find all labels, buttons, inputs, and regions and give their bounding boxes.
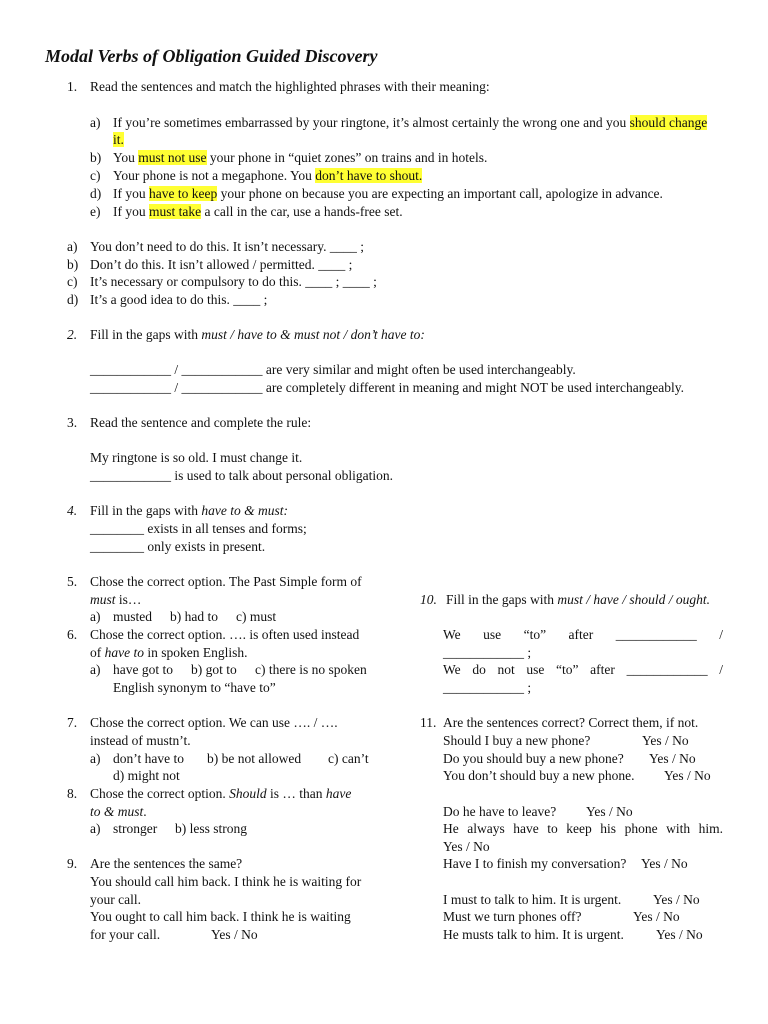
q1-sentence-c-highlight: don’t have to shout. [315,168,423,183]
meaning-a-label: a) [67,239,78,254]
q1-instruction: Read the sentences and match the highlighted phrases with their meaning: [90,79,490,94]
q11-item-4: Do he have to leave? [443,804,557,819]
meaning-b: Don’t do this. It isn’t allowed / permitted. ____ ; [90,257,353,272]
q1-sentence-d-pre: If you [113,186,149,201]
meaning-a: You don’t need to do this. It isn’t necessary. ____ ; [90,239,364,254]
q6-number: 6. [67,627,78,642]
q6-line1: Chose the correct option. …. is often used instead [90,627,360,642]
page-title: Modal Verbs of Obligation Guided Discovery [45,46,378,66]
q11-item-4-yes-no: Yes / No [586,804,633,819]
q8-italic-have: have [325,786,352,801]
q11-item-9: He musts talk to him. It is urgent. [443,927,624,942]
q10-line2-cont: ____________ ; [443,680,532,695]
q2-instruction-pre: Fill in the gaps with [90,327,202,342]
q6-option-c-cont: English synonym to “have to” [113,680,276,695]
q9-line1: Are the sentences the same? [90,856,243,871]
q7-line2: instead of mustn’t. [90,733,191,748]
q5-option-a: musted [113,609,152,624]
q6-option-a: have got to [113,662,173,677]
q11-item-7-yes-no: Yes / No [653,892,700,907]
q6-line2 [90,645,248,661]
q11-item-1-yes-no: Yes / No [642,733,689,748]
q5-line2-rest: is… [115,592,142,607]
q1-sentence-c [113,168,422,184]
q9-line4: You ought to call him back. I think he is waiting [90,909,351,924]
q10-line1: We use “to” after ____________ / [443,627,723,642]
q2-instruction [90,327,425,343]
q11-item-7: I must to talk to him. It is urgent. [443,892,622,907]
q1-sentence-b [113,150,487,166]
q1-sentence-a-highlight: should change [629,115,708,130]
q6-option-a-label: a) [90,662,101,677]
q1-sentence-d [113,186,663,202]
q8-italic-should: Should [229,786,267,801]
q11-item-2: Do you should buy a new phone? [443,751,624,766]
q6-line2-post: in spoken English. [144,645,248,660]
q4-instruction-pre: Fill in the gaps with [90,503,202,518]
meaning-d-label: d) [67,292,79,307]
q8-line1 [90,786,351,802]
q11-item-2-yes-no: Yes / No [649,751,696,766]
q5-italic: must [90,592,116,607]
q10-instruction-italic: must / have / should / ought. [557,592,710,607]
q8-option-a: stronger [113,821,158,836]
q11-item-9-yes-no: Yes / No [656,927,703,942]
q9-line2: You should call him back. I think he is waiting for [90,874,362,889]
q10-line2: We do not use “to” after ____________ / [443,662,723,677]
q6-italic: have to [104,645,144,660]
q5-option-b: b) had to [170,609,218,624]
q7-option-a-label: a) [90,751,101,766]
q1-sentence-a [113,115,707,131]
q8-number: 8. [67,786,78,801]
q1-sentence-e [113,204,403,220]
q1-sentence-e-highlight: must take [149,204,202,219]
q3-rule: ____________ is used to talk about personal obligation. [90,468,393,483]
q1-sentence-c-label: c) [90,168,101,183]
q6-line2-pre: of [90,645,105,660]
q11-item-5-yes-no: Yes / No [443,839,490,854]
q4-instruction-italic: have to & must: [201,503,288,518]
q1-sentence-a-highlight-cont: it. [113,132,124,147]
q1-sentence-c-pre: Your phone is not a megaphone. You [113,168,316,183]
meaning-c: It’s necessary or compulsory to do this. ____ ; ____ ; [90,274,377,289]
q2-line1: ____________ / ____________ are very similar and might often be used interchangeably. [90,362,576,377]
meaning-d: It’s a good idea to do this. ____ ; [90,292,268,307]
q8-line2-post: . [143,804,147,819]
q4-line2: ________ only exists in present. [90,539,266,554]
q5-option-a-label: a) [90,609,101,624]
q1-sentence-b-label: b) [90,150,102,165]
q11-item-1: Should I buy a new phone? [443,733,591,748]
q1-sentence-d-post: your phone on because you are expecting an important call, apologize in advance. [217,186,663,201]
q1-sentence-b-highlight: must not use [138,150,207,165]
q8-italic-to-must: to & must [90,804,144,819]
q9-line3: your call. [90,892,141,907]
q7-line1: Chose the correct option. We can use …. / …. [90,715,338,730]
q1-sentence-a-text: If you’re sometimes embarrassed by your ringtone, it’s almost certainly the wrong one and you [113,115,630,130]
q5-line2 [90,592,141,608]
q7-number: 7. [67,715,78,730]
q1-sentence-d-label: d) [90,186,102,201]
q11-item-5: He always have to keep his phone with him. [443,821,723,836]
meaning-c-label: c) [67,274,78,289]
q9-yes-no: Yes / No [211,927,258,942]
q1-sentence-e-label: e) [90,204,101,219]
q1-sentence-b-pre: You [113,150,139,165]
q1-number: 1. [67,79,78,94]
q1-sentence-a-cont [113,132,124,148]
q4-line1: ________ exists in all tenses and forms; [90,521,307,536]
q5-line1: Chose the correct option. The Past Simple form of [90,574,362,589]
q9-line5: for your call. [90,927,161,942]
q8-line2 [90,804,147,820]
q9-number: 9. [67,856,78,871]
q6-option-c: c) there is no spoken [255,662,367,677]
q8-option-b: b) less strong [175,821,247,836]
q1-sentence-a-label: a) [90,115,101,130]
q4-instruction [90,503,288,519]
q3-instruction: Read the sentence and complete the rule: [90,415,312,430]
q7-option-b: b) be not allowed [207,751,302,766]
q10-instruction [446,592,710,608]
q8-option-a-label: a) [90,821,101,836]
q11-item-8-yes-no: Yes / No [633,909,680,924]
q11-instruction: Are the sentences correct? Correct them, if not. [443,715,699,730]
q7-option-c: c) can’t [328,751,369,766]
q11-item-3-yes-no: Yes / No [664,768,711,783]
q2-instruction-italic: must / have to & must not / don’t have to: [201,327,425,342]
q3-number: 3. [67,415,78,430]
q11-item-6-yes-no: Yes / No [641,856,688,871]
q10-line1-cont: ____________ ; [443,645,532,660]
q10-instruction-pre: Fill in the gaps with [446,592,558,607]
q1-sentence-e-pre: If you [113,204,149,219]
q3-example: My ringtone is so old. I must change it. [90,450,303,465]
q2-line2: ____________ / ____________ are completely different in meaning and might NOT be used interchangeably. [90,380,684,395]
q4-number: 4. [67,503,78,518]
q10-number: 10. [420,592,437,607]
q5-number: 5. [67,574,78,589]
q11-number: 11. [420,715,437,730]
q8-line1-pre: Chose the correct option. [90,786,230,801]
q11-item-6: Have I to finish my conversation? [443,856,627,871]
q1-sentence-d-highlight: have to keep [149,186,218,201]
q7-option-a: don’t have to [113,751,184,766]
q7-option-d: d) might not [113,768,180,783]
q2-number: 2. [67,327,78,342]
q11-item-8: Must we turn phones off? [443,909,582,924]
q11-item-3: You don’t should buy a new phone. [443,768,635,783]
q8-line1-mid: is … than [266,786,326,801]
q1-sentence-e-post: a call in the car, use a hands-free set. [201,204,403,219]
q1-sentence-b-post: your phone in “quiet zones” on trains and in hotels. [206,150,488,165]
meaning-b-label: b) [67,257,79,272]
q6-option-b: b) got to [191,662,237,677]
q5-option-c: c) must [236,609,277,624]
